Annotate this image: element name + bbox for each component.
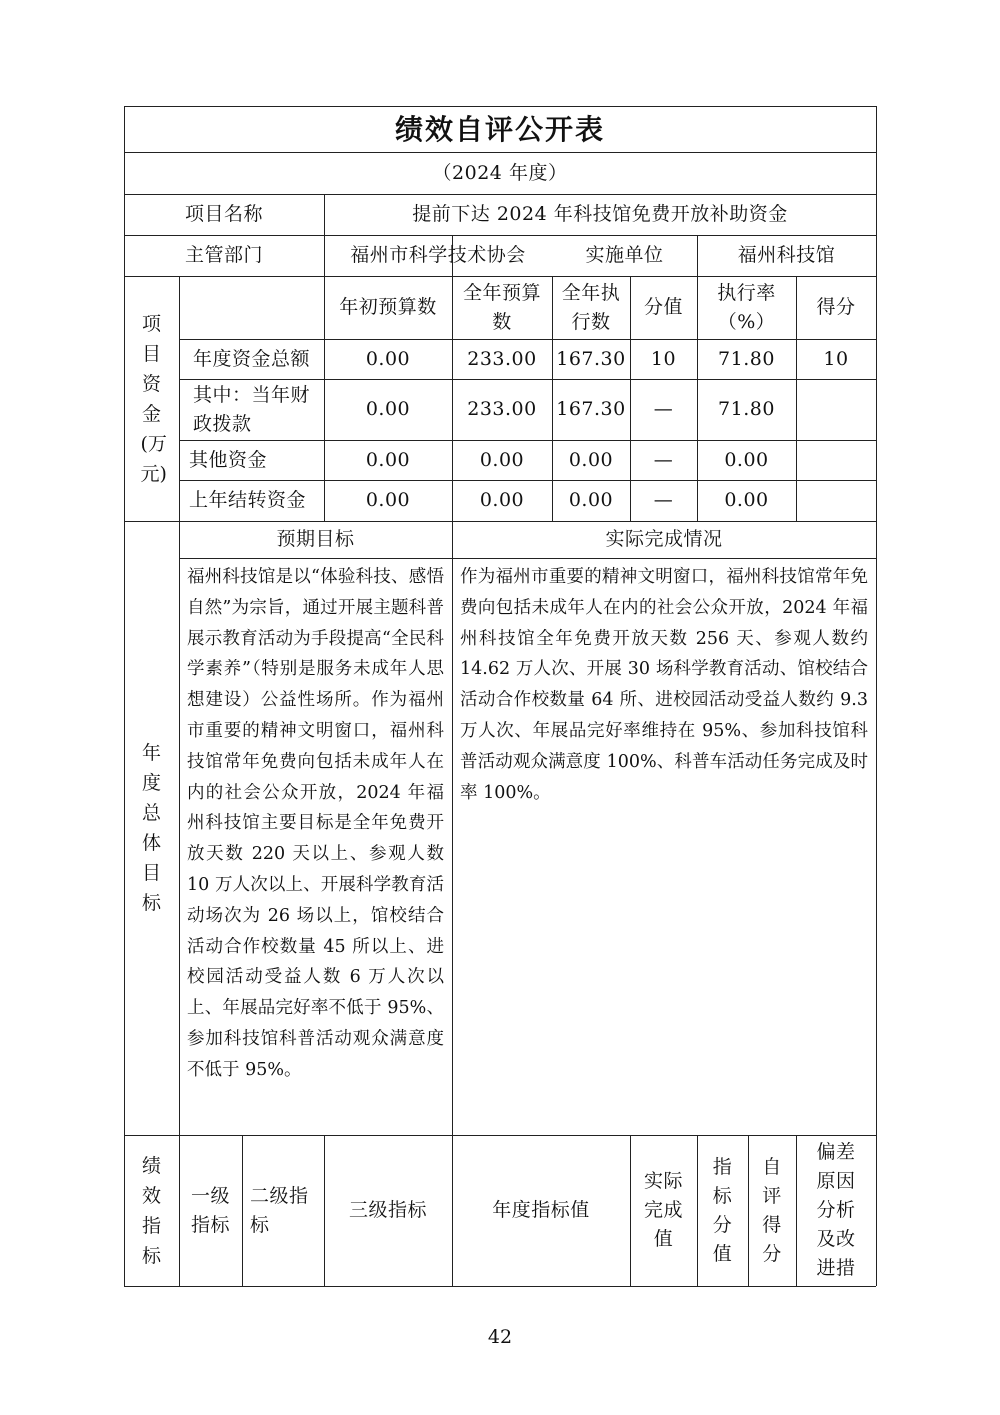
funds-cell: — <box>653 489 674 511</box>
indicators-side-label <box>124 1135 179 1286</box>
unit-label: 实施单位 <box>585 244 664 266</box>
funds-cell: 233.00 <box>467 398 537 420</box>
funds-cell: 167.30 <box>556 398 626 420</box>
funds-cell: 0.00 <box>365 448 411 471</box>
dept-value: 福州市科学技术协会 <box>350 244 526 266</box>
expected-goal-header: 预期目标 <box>276 528 355 550</box>
indicator-header: 指标分值 <box>712 1155 733 1265</box>
page-number: 42 <box>487 1326 513 1348</box>
goals-side-text: 年度总体目标 <box>141 742 161 914</box>
indicator-header: 实际完成值 <box>643 1170 683 1250</box>
funds-cell: 0.00 <box>479 489 525 511</box>
funds-side-label <box>124 276 179 521</box>
funds-cell: 10 <box>823 347 849 370</box>
funds-cell: 0.00 <box>724 489 769 511</box>
funds-cell: 10 <box>650 347 677 370</box>
indicator-header: 三级指标 <box>348 1199 427 1221</box>
funds-cell: — <box>653 398 674 420</box>
funds-row-label: 年度资金总额 <box>192 347 310 370</box>
funds-cell: 0.00 <box>365 489 411 511</box>
project-name-label: 项目名称 <box>184 203 263 225</box>
table-rule <box>179 558 876 559</box>
indicator-header: 一级指标 <box>190 1184 230 1236</box>
page-title: 绩效自评公开表 <box>394 112 605 146</box>
project-name-value: 提前下达 2024 年科技馆免费开放补助资金 <box>412 203 788 225</box>
funds-cell <box>796 480 876 521</box>
funds-cell: — <box>653 448 674 471</box>
performance-table <box>124 106 876 1286</box>
report-year: （2024 年度） <box>432 161 568 184</box>
goals-side-label <box>124 521 179 1135</box>
actual-result-header: 实际完成情况 <box>605 528 723 550</box>
funds-header: 全年执行数 <box>561 281 621 333</box>
funds-header: 执行率（%） <box>717 281 776 333</box>
funds-cell: 71.80 <box>718 398 775 420</box>
funds-header: 分值 <box>643 296 683 318</box>
dept-label: 主管部门 <box>184 244 263 266</box>
funds-side-text: 项目资金(万元) <box>140 312 167 485</box>
funds-cell: 167.30 <box>556 347 626 370</box>
funds-cell: 0.00 <box>479 448 525 471</box>
actual-result-text: 作为福州市重要的精神文明窗口，福州科技馆常年免费向包括未成年人在内的社会公众开放，2024 年福州科技馆全年免费开放天数 256 天、参观人数约 14.62 万人次、开展 30 场科学教育活动、馆校结合活动合作校数量 64 所、进校园活动受益人数约 9.3 万人次、年展品完好率维持在 95%、参加科技馆科普活动观众满意度 100%、科普车活动任务完成及时率 100%。 <box>460 567 868 803</box>
funds-cell: 233.00 <box>467 347 537 370</box>
funds-row-label: 上年结转资金 <box>189 489 307 511</box>
funds-cell <box>796 379 876 440</box>
funds-cell: 0.00 <box>568 489 614 511</box>
funds-header: 年初预算数 <box>339 296 437 318</box>
funds-header: 得分 <box>816 296 856 318</box>
indicator-header: 偏差原因分析及改进措 <box>816 1141 856 1279</box>
table-rule <box>124 1286 876 1287</box>
funds-row-label: 其中：当年财政拨款 <box>193 383 311 435</box>
indicators-side-text: 绩效指标 <box>141 1154 161 1267</box>
indicator-header: 自评得分 <box>762 1155 782 1265</box>
funds-cell: 0.00 <box>365 398 411 420</box>
funds-row-label: 其他资金 <box>189 448 268 471</box>
funds-cell: 0.00 <box>568 448 614 471</box>
funds-cell: 0.00 <box>724 448 769 471</box>
funds-cell <box>796 440 876 480</box>
table-rule <box>876 106 877 1286</box>
indicator-header: 二级指标 <box>250 1184 309 1236</box>
funds-cell: 71.80 <box>718 347 775 370</box>
expected-goal-text: 福州科技馆是以“体验科技、感悟自然”为宗旨，通过开展主题科普展示教育活动为手段提高“全民科学素养”（特别是服务未成年人思想建设）公益性场所。作为福州市重要的精神文明窗口，福州科技馆常年免费向包括未成年人在内的社会公众开放，2024 年福州科技馆主要目标是全年免费开放天数 220 天以上、参观人数 10 万人次以上、开展科学教育活动场次为 26 场以上，馆校结合活动合作校数量 45 所以上、进校园活动受益人数 6 万人次以上、年展品完好率不低于 95%、参加科技馆科普活动观众满意度不低于 95%。 <box>187 567 444 1080</box>
funds-cell: 0.00 <box>365 347 411 370</box>
funds-header: 全年预算数 <box>462 281 541 333</box>
indicator-header: 年度指标值 <box>492 1199 590 1221</box>
unit-value: 福州科技馆 <box>737 244 836 266</box>
